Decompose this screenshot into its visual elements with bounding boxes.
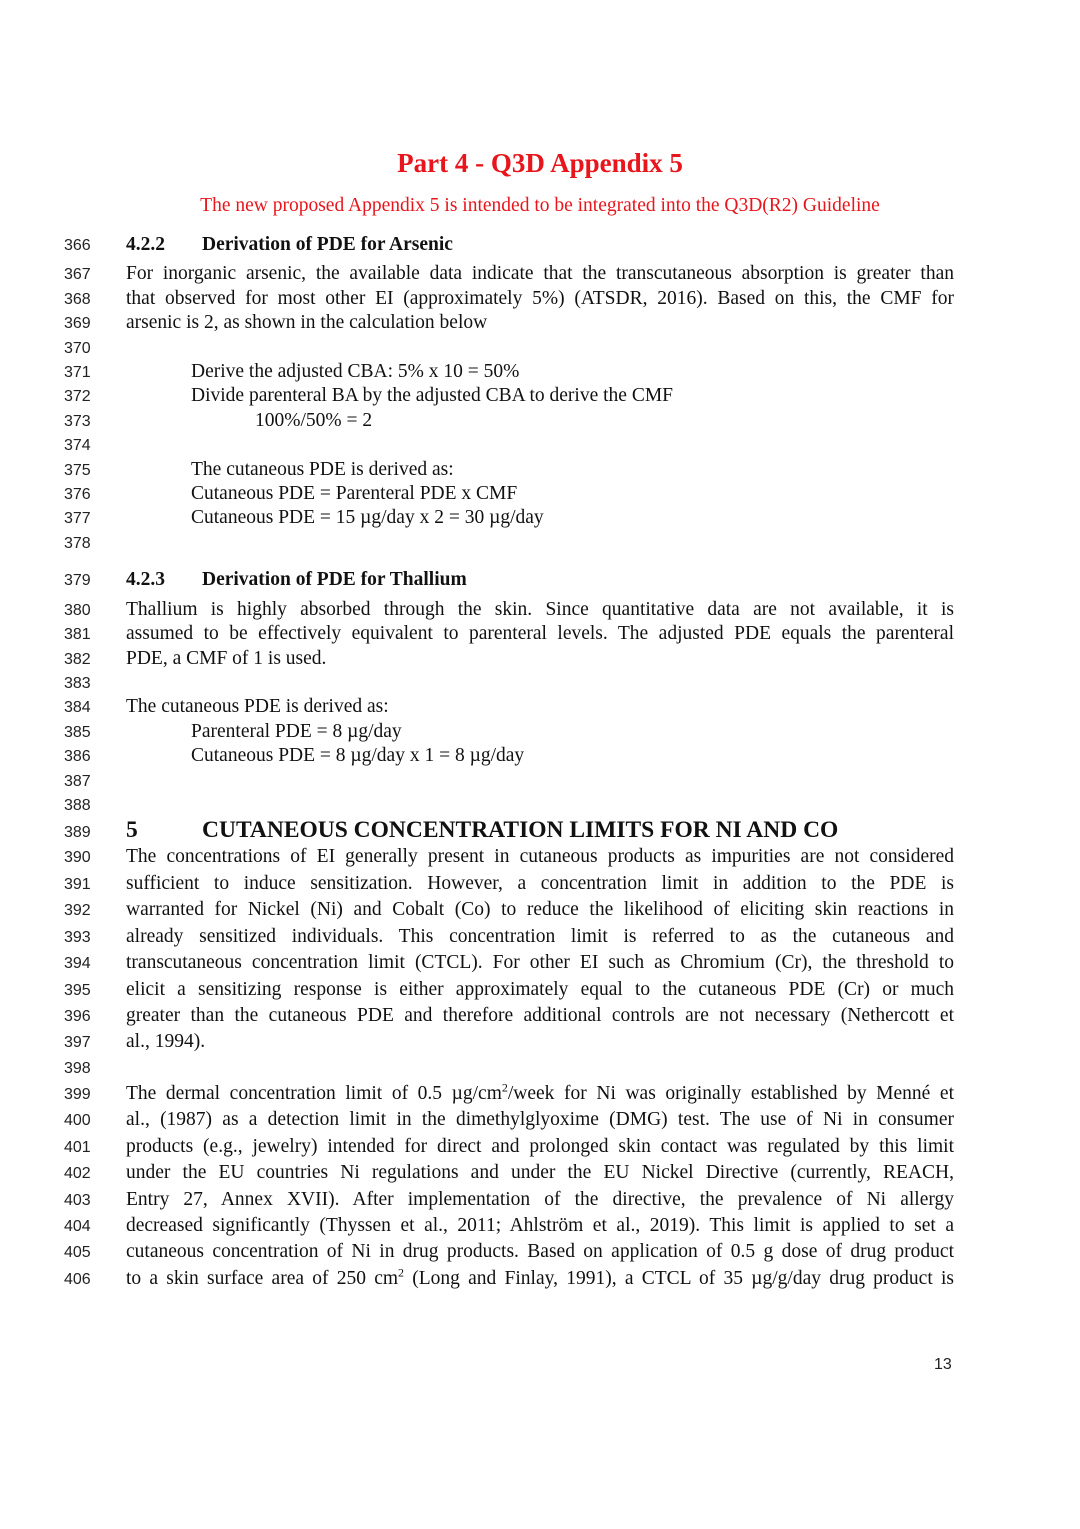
text-segment: to a skin surface area of 250 cm (126, 1268, 399, 1289)
section-title: Derivation of PDE for Thallium (202, 569, 467, 590)
text-line: PDE, a CMF of 1 is used. (126, 648, 327, 669)
line-number: 373 (64, 413, 91, 430)
text-line: elicit a sensitizing response is either approximately equal to the cutaneous PDE (Cr) or much (126, 979, 954, 1000)
section-number: 4.2.3 (126, 569, 165, 590)
line-number: 381 (64, 626, 91, 643)
calculation-line: Divide parenteral BA by the adjusted CBA to derive the CMF (191, 385, 674, 406)
calculation-line: Cutaneous PDE = 15 µg/day x 2 = 30 µg/day (191, 507, 544, 528)
line-number: 395 (64, 982, 91, 999)
text-segment: The dermal concentration limit of 0.5 µg/cm (126, 1083, 502, 1104)
text-line: al., (1987) as a detection limit in the dimethylglyoxime (DMG) test. The use of Ni in consumer (126, 1109, 954, 1130)
calculation-line: The cutaneous PDE is derived as: (191, 459, 454, 480)
superscript: 2 (501, 1080, 508, 1095)
line-number: 377 (64, 510, 91, 527)
text-segment: (Long and Finlay, 1991), a CTCL of 35 µg/g/day drug product is (404, 1268, 954, 1289)
text-line (126, 1082, 954, 1106)
line-number: 369 (64, 315, 91, 332)
text-line: sufficient to induce sensitization. However, a concentration limit in addition to the PDE is (126, 873, 954, 894)
line-number: 372 (64, 388, 91, 405)
section-number: 5 (126, 817, 138, 843)
text-line: warranted for Nickel (Ni) and Cobalt (Co) to reduce the likelihood of eliciting skin reactions in (126, 899, 954, 920)
line-number: 386 (64, 748, 91, 765)
line-number: 402 (64, 1165, 91, 1182)
line-number: 379 (64, 572, 91, 589)
text-line: assumed to be effectively equivalent to parenteral levels. The adjusted PDE equals the parenteral (126, 623, 954, 644)
line-number: 392 (64, 902, 91, 919)
line-number: 393 (64, 929, 91, 946)
line-number: 391 (64, 876, 91, 893)
line-number: 404 (64, 1218, 91, 1235)
text-line: The cutaneous PDE is derived as: (126, 696, 389, 717)
line-number: 406 (64, 1271, 91, 1288)
text-line: For inorganic arsenic, the available data indicate that the transcutaneous absorption is greater than (126, 263, 954, 284)
line-number: 375 (64, 462, 91, 479)
calculation-line: Derive the adjusted CBA: 5% x 10 = 50% (191, 361, 520, 382)
line-number: 385 (64, 724, 91, 741)
line-number: 400 (64, 1112, 91, 1129)
text-segment: /week for Ni was originally established by Menné et (507, 1083, 954, 1104)
line-number: 380 (64, 602, 91, 619)
line-number: 367 (64, 266, 91, 283)
text-line: products (e.g., jewelry) intended for direct and prolonged skin contact was regulated by this limit (126, 1136, 954, 1157)
text-line: greater than the cutaneous PDE and therefore additional controls are not necessary (Nethercott et (126, 1005, 954, 1026)
line-number: 394 (64, 955, 91, 972)
line-number: 382 (64, 651, 91, 668)
text-line: transcutaneous concentration limit (CTCL). For other EI such as Chromium (Cr), the threshold to (126, 952, 954, 973)
line-number: 368 (64, 291, 91, 308)
calculation-line: Cutaneous PDE = Parenteral PDE x CMF (191, 483, 518, 504)
calculation-line: Parenteral PDE = 8 µg/day (191, 721, 402, 742)
line-number: 383 (64, 675, 91, 692)
text-line: arsenic is 2, as shown in the calculation below (126, 312, 488, 333)
line-number: 398 (64, 1060, 91, 1077)
text-line: under the EU countries Ni regulations and under the EU Nickel Directive (currently, REACH, (126, 1162, 954, 1183)
line-number: 378 (64, 535, 91, 552)
line-number: 387 (64, 773, 91, 790)
text-line: Thallium is highly absorbed through the skin. Since quantitative data are not available, it is (126, 599, 954, 620)
line-number: 405 (64, 1244, 91, 1261)
text-line: already sensitized individuals. This concentration limit is referred to as the cutaneous and (126, 926, 954, 947)
line-number: 388 (64, 797, 91, 814)
line-number: 366 (64, 237, 91, 254)
text-line: cutaneous concentration of Ni in drug products. Based on application of 0.5 g dose of drug product (126, 1241, 954, 1262)
text-line: that observed for most other EI (approximately 5%) (ATSDR, 2016). Based on this, the CMF for (126, 288, 954, 309)
line-number: 370 (64, 340, 91, 357)
line-number: 403 (64, 1192, 91, 1209)
text-line: The concentrations of EI generally present in cutaneous products as impurities are not considered (126, 846, 954, 867)
line-number: 401 (64, 1139, 91, 1156)
line-number: 376 (64, 486, 91, 503)
line-number: 389 (64, 824, 91, 841)
line-number: 396 (64, 1008, 91, 1025)
calculation-line: Cutaneous PDE = 8 µg/day x 1 = 8 µg/day (191, 745, 525, 766)
page-title: Part 4 - Q3D Appendix 5 (397, 148, 683, 178)
line-number: 399 (64, 1086, 91, 1103)
line-number: 384 (64, 699, 91, 716)
section-number: 4.2.2 (126, 234, 165, 255)
section-heading (126, 568, 954, 592)
page-number: 13 (934, 1356, 952, 1373)
section-title: CUTANEOUS CONCENTRATION LIMITS FOR NI AND CO (202, 817, 839, 843)
line-number: 371 (64, 364, 91, 381)
superscript: 2 (398, 1265, 405, 1280)
section-heading (126, 818, 954, 842)
page-subtitle: The new proposed Appendix 5 is intended to be integrated into the Q3D(R2) Guideline (200, 195, 880, 216)
calculation-line: 100%/50% = 2 (255, 410, 373, 431)
section-heading (126, 233, 954, 257)
text-line: decreased significantly (Thyssen et al., 2011; Ahlström et al., 2019). This limit is applied to set a (126, 1215, 954, 1236)
line-number: 397 (64, 1034, 91, 1051)
text-line (126, 1267, 954, 1291)
text-line: Entry 27, Annex XVII). After implementation of the directive, the prevalence of Ni allergy (126, 1189, 954, 1210)
section-title: Derivation of PDE for Arsenic (202, 234, 453, 255)
text-line: al., 1994). (126, 1031, 206, 1052)
line-number: 390 (64, 849, 91, 866)
line-number: 374 (64, 437, 91, 454)
